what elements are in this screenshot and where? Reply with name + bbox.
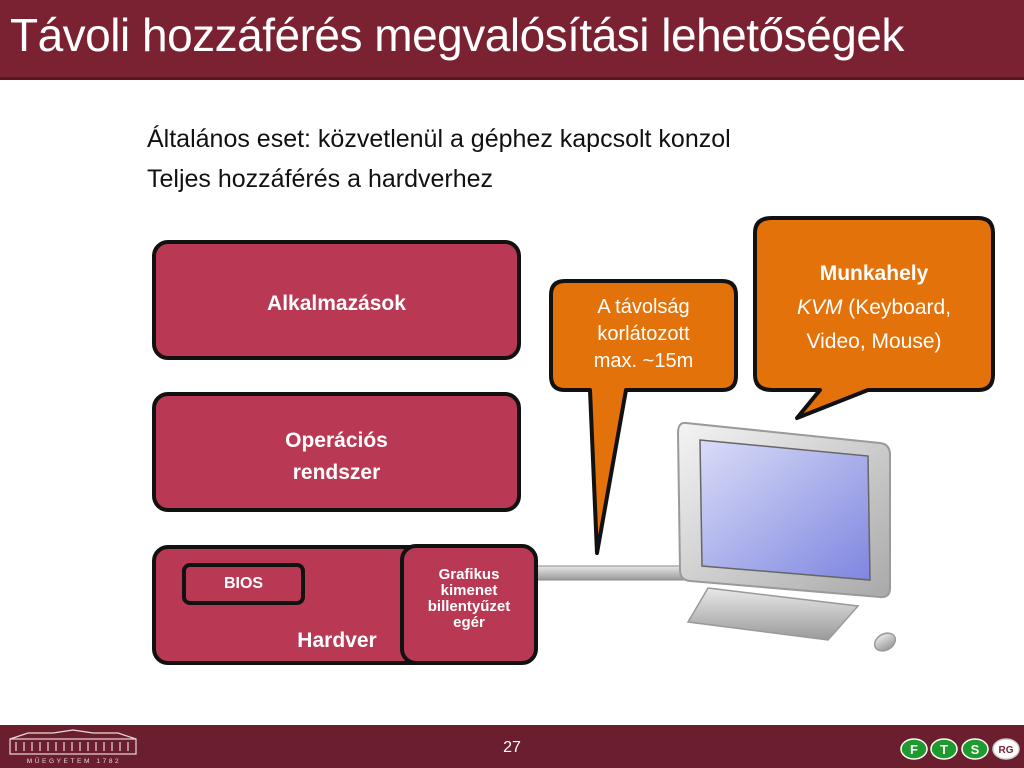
callout-workstation-line2: KVM (Keyboard, xyxy=(796,296,952,319)
university-caption: MŰEGYETEM 1782 xyxy=(26,758,122,765)
callout-distance-line1: A távolság xyxy=(597,296,690,318)
os-label-line2: rendszer xyxy=(292,461,381,484)
keyboard-icon xyxy=(688,588,858,640)
callout-workstation-heading: Munkahely xyxy=(819,262,929,285)
graphics-line-2: kimenet xyxy=(440,582,498,599)
callout-distance-line2: korlátozott xyxy=(597,323,690,345)
callout-workstation xyxy=(757,257,991,359)
bullet-1: Általános eset: közvetlenül a géphez kapcsolt konzol xyxy=(147,125,731,153)
applications-label: Alkalmazások xyxy=(267,292,406,315)
applications-box xyxy=(152,240,521,360)
svg-text:S: S xyxy=(970,742,980,757)
graphics-box xyxy=(400,544,538,665)
callout-distance-line3: max. ~15m xyxy=(593,350,694,372)
bullet-2: Teljes hozzáférés a hardverhez xyxy=(147,165,494,193)
os-box xyxy=(152,392,521,512)
svg-text:F: F xyxy=(910,742,918,757)
monitor-icon xyxy=(678,423,890,597)
callout-distance xyxy=(553,294,734,375)
graphics-line-4: egér xyxy=(453,614,485,631)
callout-workstation-line3: Video, Mouse) xyxy=(806,330,942,353)
page-number: 27 xyxy=(503,739,521,756)
ftsrg-logo xyxy=(898,737,1022,761)
hardware-label: Hardver xyxy=(297,629,377,652)
footer-bar xyxy=(0,725,1024,768)
bios-box: BIOS xyxy=(182,563,305,605)
slide-title: Távoli hozzáférés megvalósítási lehetőségek xyxy=(10,9,904,61)
svg-text:T: T xyxy=(940,742,948,757)
graphics-line-3: billentyűzet xyxy=(427,598,511,615)
svg-text:RG: RG xyxy=(998,745,1014,756)
os-label-line1: Operációs xyxy=(285,429,388,452)
mouse-icon xyxy=(871,630,898,655)
graphics-line-1: Grafikus xyxy=(438,566,500,583)
